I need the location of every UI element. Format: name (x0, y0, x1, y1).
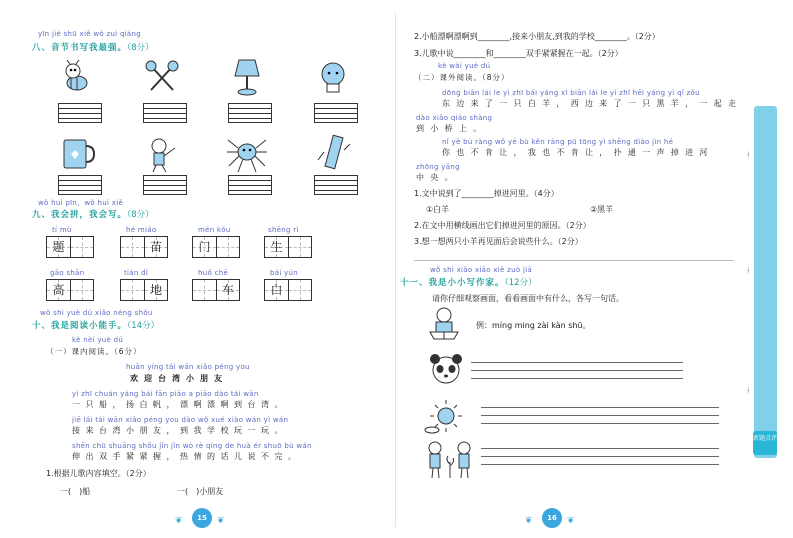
writing-grid[interactable] (314, 103, 358, 123)
character-grid[interactable] (120, 236, 168, 258)
edge-mark: ┤ (747, 388, 751, 394)
section-11-title-text: 十一、我是小小写作家。 (400, 278, 505, 288)
writing-instruction: 请你仔细观察画面，看看画面中有什么，各写一句话。 (432, 294, 624, 303)
poem-line: 伸出双手紧紧握，热情的话儿说不完。 (72, 452, 302, 461)
word-pinyin: mén kǒu (198, 226, 231, 234)
poem-title-pinyin: huān yíng tái wān xiǎo péng you (126, 363, 250, 371)
scissors-picture (143, 60, 181, 98)
story-line: 东边来了一只白羊，西边来了一只黑羊，一起走 (442, 99, 743, 108)
writing-grid[interactable] (314, 175, 358, 195)
writing-grid[interactable] (58, 175, 102, 195)
reading-question-3: 3.想一想两只小羊再见面后会说些什么。（2分） (414, 237, 583, 246)
word-pinyin: tián dì (124, 269, 149, 277)
character-grid[interactable] (192, 279, 240, 301)
bee-picture (58, 60, 96, 98)
section-10-title (32, 319, 159, 331)
word-pinyin: tí mù (52, 226, 72, 234)
part-2-heading: （二）课外阅读。（8分） (414, 73, 510, 82)
section-11-points: （12分） (504, 278, 537, 288)
word-pinyin: bái yún (270, 269, 299, 277)
part-1-pinyin: kè nèi yuè dú (72, 336, 124, 344)
section-9-points: （8分） (127, 210, 154, 220)
vine-icon: ❦ (217, 516, 225, 526)
cartoon-character-picture (143, 136, 181, 174)
reading-question-1: 1.文中说到了________掉进河里。（4分） (414, 189, 559, 198)
answer-line[interactable] (481, 464, 719, 465)
left-page (0, 0, 396, 538)
story-line-pinyin: zhōng yāng (416, 163, 460, 171)
poem-line-pinyin: jiē lái tái wān xiǎo péng you dào wǒ xué xiào wán yì wán (72, 416, 289, 424)
section-8-title (32, 41, 154, 53)
edge-mark: ┤ (747, 152, 751, 158)
poem-title: 欢迎台湾小朋友 (130, 374, 228, 383)
section-11-pinyin: wǒ shì xiǎo xiǎo xiě zuò jiā (430, 266, 533, 274)
section-10-points: （14分） (127, 321, 160, 331)
given-character: 生 (270, 240, 283, 254)
section-9-title (32, 208, 154, 220)
section-10-title-text: 十、我是阅读小能手。 (32, 321, 128, 331)
vine-icon: ❦ (567, 516, 575, 526)
question-1: 1.根据儿歌内容填空。（2分） (46, 469, 151, 478)
page-number-left (173, 508, 233, 528)
vine-icon: ❦ (525, 516, 533, 526)
character-grid[interactable] (192, 236, 240, 258)
question-3: 3.儿歌中说________和________双手紧紧握在一起。（2分） (414, 49, 623, 58)
review-badge: 新题点评 (753, 431, 777, 455)
given-character: 地 (149, 283, 162, 297)
divider (414, 260, 734, 261)
character-grid[interactable] (46, 236, 94, 258)
story-line-pinyin: nǐ yě bù ràng wǒ yě bù kěn ràng pū tōng yì shēng diào jìn hé (442, 138, 674, 146)
children-planting-picture (424, 440, 476, 480)
word-pinyin: huǒ chē (198, 269, 229, 277)
cup-picture (58, 136, 96, 174)
writing-grid[interactable] (58, 103, 102, 123)
answer-line[interactable] (471, 378, 683, 379)
answer-line[interactable] (481, 456, 719, 457)
light-bulb-picture (314, 60, 352, 98)
character-grid[interactable] (264, 236, 312, 258)
story-line-pinyin: dào xiǎo qiáo shàng (416, 114, 493, 122)
given-character: 白 (270, 283, 283, 297)
given-character: 高 (52, 283, 65, 297)
word-pinyin: gāo shān (50, 269, 85, 277)
section-10-pinyin: wǒ shì yuè dú xiǎo néng shǒu (40, 309, 153, 317)
given-character: 苗 (149, 240, 162, 254)
vine-icon: ❦ (175, 516, 183, 526)
answer-line[interactable] (471, 370, 683, 371)
character-grid[interactable] (264, 279, 312, 301)
fill-blank-friends[interactable]: 一( )小朋友 (177, 487, 224, 496)
sun-picture (424, 398, 468, 436)
character-grid[interactable] (46, 279, 94, 301)
given-character: 门 (198, 240, 211, 254)
section-11-title (400, 276, 537, 288)
answer-line[interactable] (481, 407, 719, 408)
character-grid[interactable] (120, 279, 168, 301)
page-number: 15 (192, 508, 212, 528)
writing-grid[interactable] (228, 175, 272, 195)
writing-grid[interactable] (143, 103, 187, 123)
poem-line-pinyin: shēn chū shuāng shǒu jǐn jǐn wò rè qíng de huà ér shuō bù wán (72, 442, 312, 450)
part-1-heading: （一）课内阅读。（6分） (46, 347, 142, 356)
part-2-pinyin: kè wài yuè dú (438, 62, 491, 70)
writing-example: 例：míng ming zài kàn shū。 (476, 321, 591, 330)
side-tab (754, 106, 777, 458)
answer-line[interactable] (471, 362, 683, 363)
word-pinyin: shēng rì (268, 226, 299, 234)
page-number-right (523, 508, 583, 528)
section-9-title-text: 九、我会拼，我会写。 (32, 210, 128, 220)
question-2: 2.小船漂啊漂啊到________,接来小朋友,到我的学校________。（2分） (414, 32, 660, 41)
edge-mark: ┤ (747, 268, 751, 274)
right-page (396, 0, 793, 538)
story-line: 你也不肯让，我也不肯让，扑通一声掉进河 (442, 148, 714, 157)
answer-line[interactable] (481, 415, 719, 416)
story-line-pinyin: dōng biān lái le yì zhī bái yáng xī biān lái le yì zhī hēi yáng yì qǐ zǒu (442, 89, 700, 97)
story-line: 中央。 (416, 173, 459, 182)
page-number: 16 (542, 508, 562, 528)
fill-blank-boat[interactable]: 一( )船 (60, 487, 91, 496)
panda-picture (426, 352, 466, 390)
lamp-picture (228, 58, 266, 98)
writing-grid[interactable] (143, 175, 187, 195)
given-character: 题 (52, 240, 65, 254)
word-pinyin: hé miáo (126, 226, 157, 234)
section-8-points: （8分） (127, 43, 154, 53)
spider-picture (226, 134, 268, 174)
writing-grid[interactable] (228, 103, 272, 123)
reading-question-2: 2.在文中用横线画出它们掉进河里的原因。（2分） (414, 221, 591, 230)
option-white-sheep[interactable]: ①白羊 (426, 205, 450, 214)
option-black-sheep[interactable]: ②黑羊 (590, 205, 614, 214)
section-8-title-text: 八、音节书写我最强。 (32, 43, 128, 53)
story-line: 到小桥上。 (416, 124, 488, 133)
poem-line-pinyin: yì zhī chuán yáng bái fān piāo a piāo dào tái wān (72, 390, 259, 398)
poem-line: 接来台湾小朋友，到我学校玩一玩。 (72, 426, 288, 435)
boy-reading-picture (424, 306, 464, 342)
poem-line: 一只船，扬白帆，漂啊漂啊到台湾。 (72, 400, 288, 409)
answer-line[interactable] (481, 448, 719, 449)
section-9-pinyin: wǒ huì pīn，wǒ huì xiě (38, 199, 124, 207)
section-8-pinyin: yīn jié shū xiě wǒ zuì qiáng (38, 30, 142, 38)
ruler-character-picture (314, 134, 352, 174)
given-character: 车 (221, 283, 234, 297)
answer-line[interactable] (481, 423, 719, 424)
